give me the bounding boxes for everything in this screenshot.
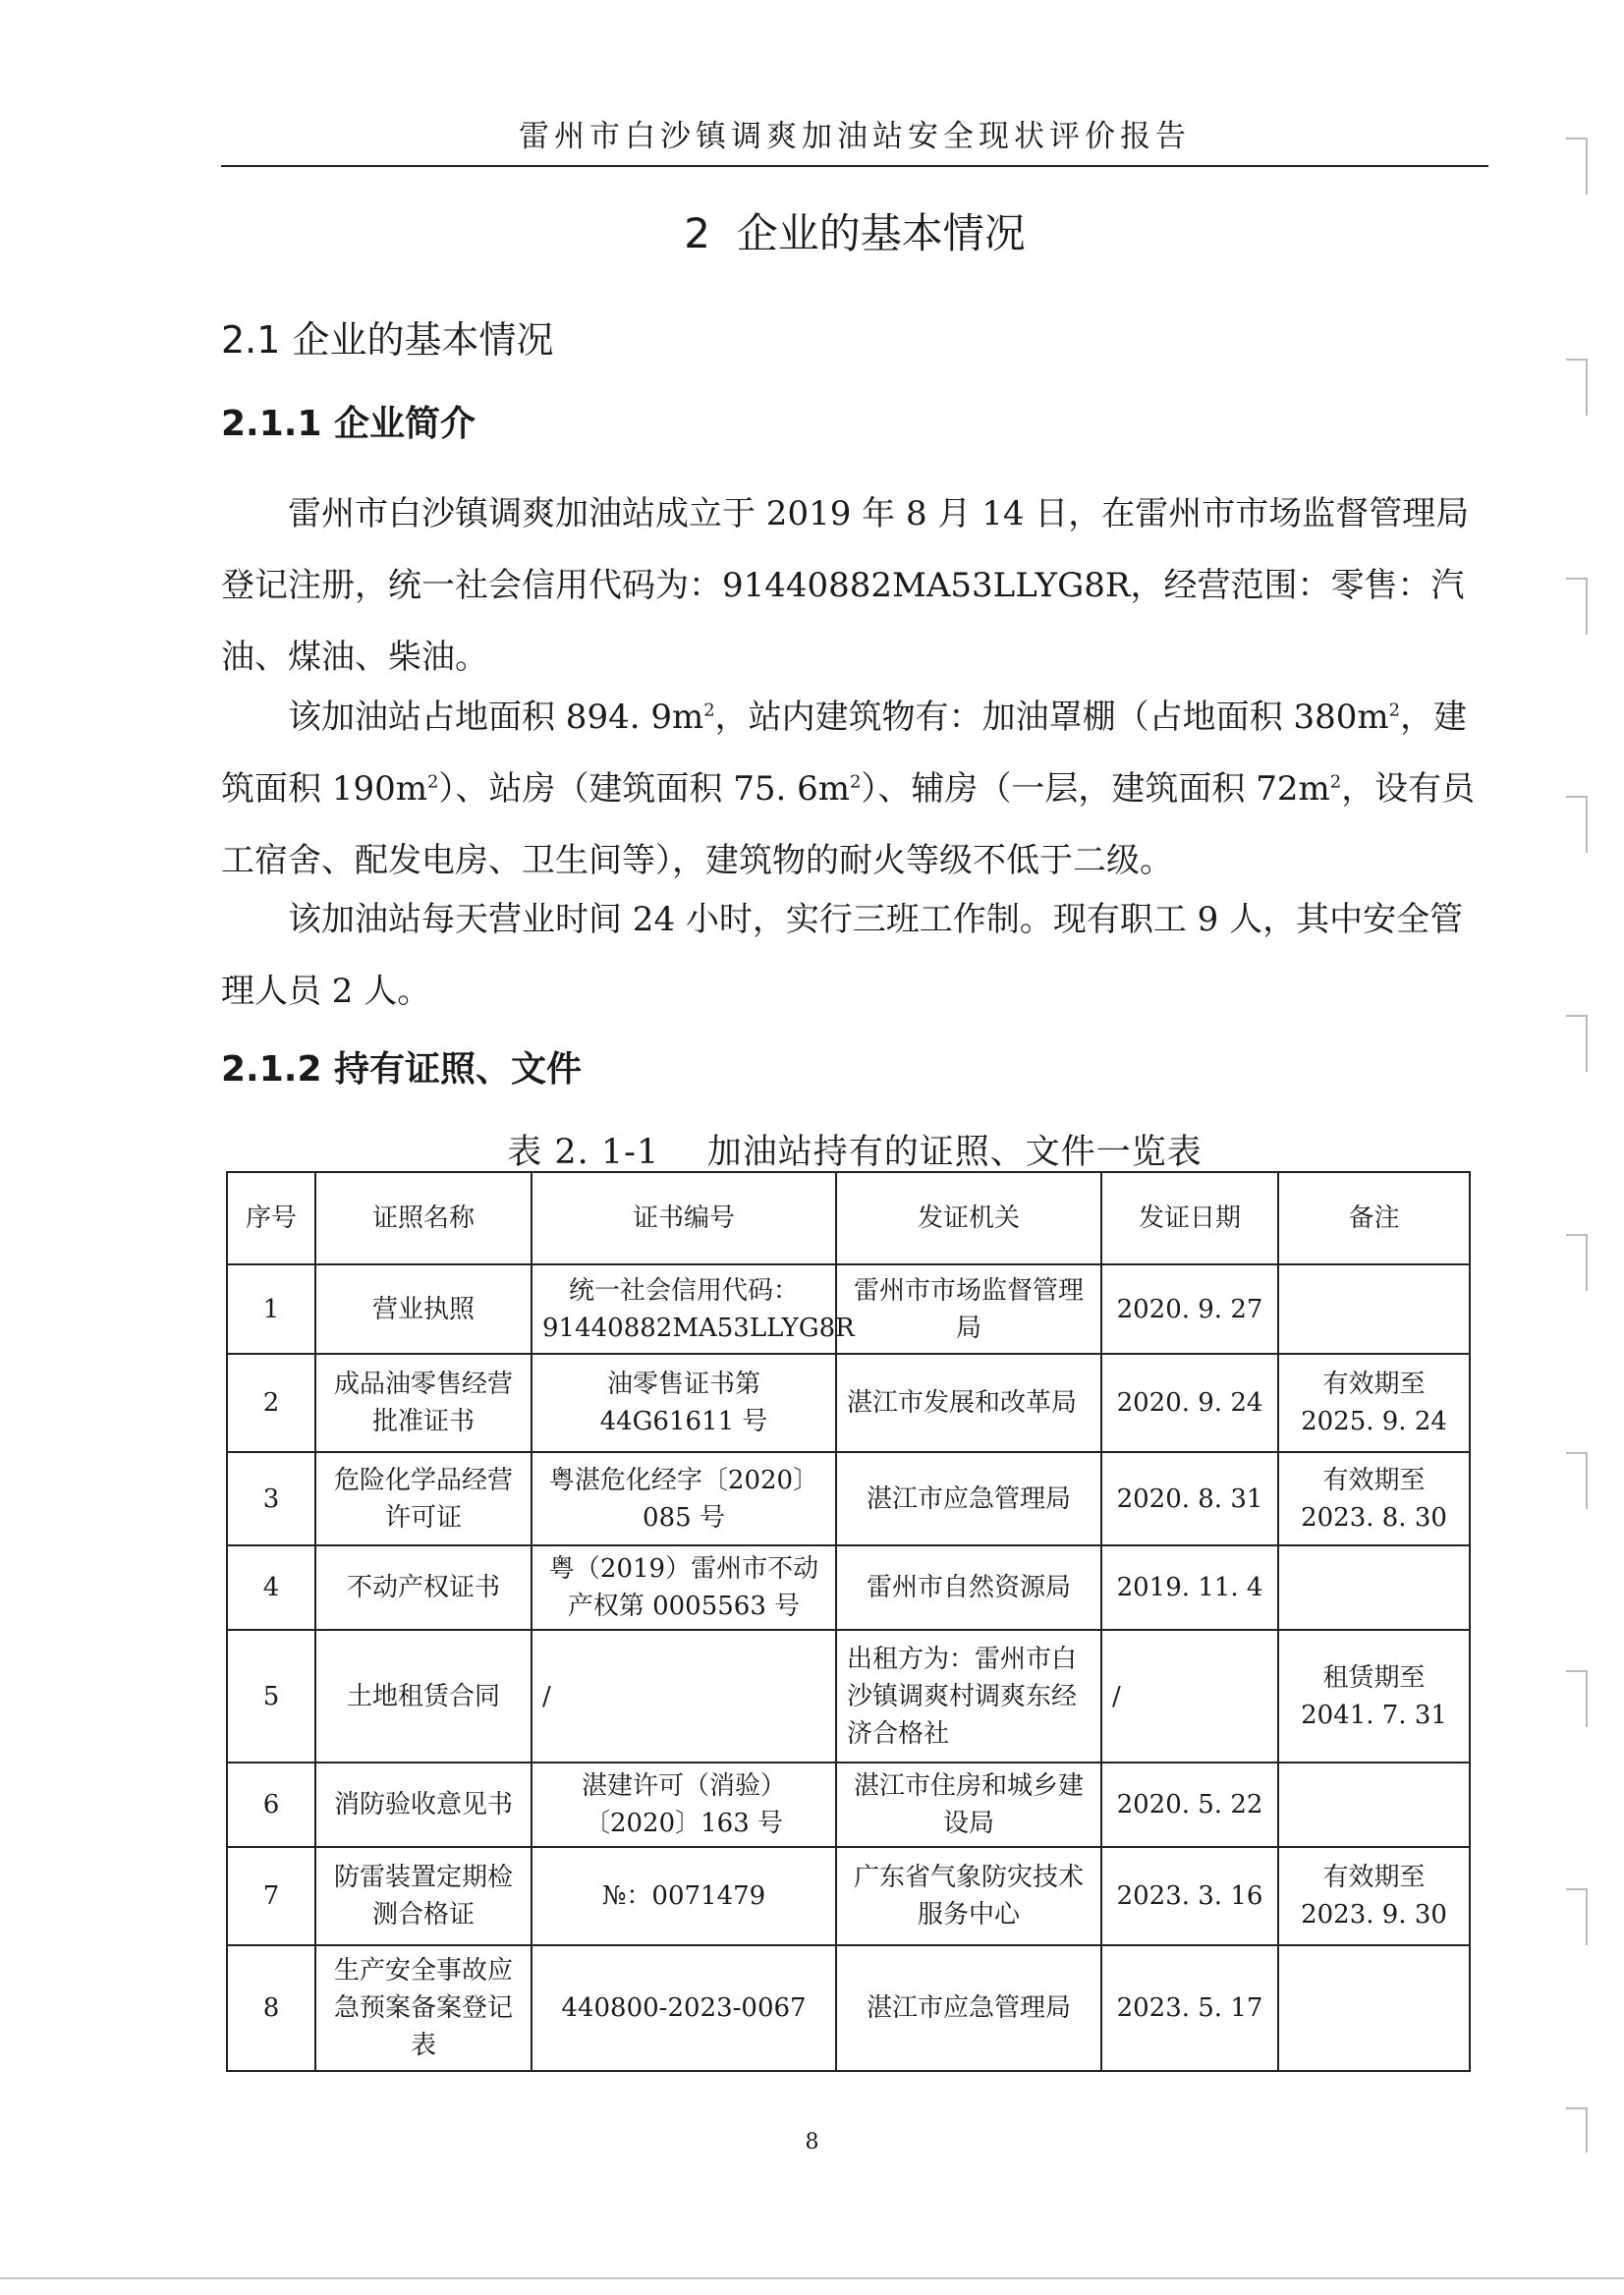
header-note: 备注 — [1278, 1172, 1470, 1264]
scan-edge-mark — [1566, 1888, 1588, 1945]
cell-name: 生产安全事故应急预案备案登记表 — [315, 1945, 532, 2071]
scan-edge-mark — [1566, 359, 1588, 416]
cell-note: 有效期至2023. 8. 30 — [1278, 1452, 1470, 1545]
cell-number: 粤（2019）雷州市不动产权第 0005563 号 — [532, 1545, 836, 1630]
cell-name: 危险化学品经营许可证 — [315, 1452, 532, 1545]
cell-note — [1278, 1264, 1470, 1354]
scan-edge-mark — [1566, 1015, 1588, 1072]
cell-date: 2019. 11. 4 — [1101, 1545, 1278, 1630]
table-row — [227, 1354, 1470, 1452]
cell-name: 消防验收意见书 — [315, 1763, 532, 1847]
scan-bottom-edge — [0, 2277, 1624, 2279]
cell-number: 440800-2023-0067 — [532, 1945, 836, 2071]
certificates-table — [226, 1171, 1471, 2072]
header-issuer: 发证机关 — [836, 1172, 1101, 1264]
cell-note: 有效期至2023. 9. 30 — [1278, 1847, 1470, 1945]
scan-edge-mark — [1566, 1670, 1588, 1727]
cell-number: / — [532, 1630, 836, 1763]
header-date: 发证日期 — [1101, 1172, 1278, 1264]
section-title: 2.1 企业的基本情况 — [221, 318, 554, 362]
cell-number: 统一社会信用代码：91440882MA53LLYG8R — [532, 1264, 836, 1354]
cell-seq: 1 — [227, 1264, 315, 1354]
page-number: 8 — [805, 2130, 819, 2155]
cell-note — [1278, 1545, 1470, 1630]
cell-issuer: 雷州市市场监督管理局 — [836, 1264, 1101, 1354]
scan-edge-mark — [1566, 2107, 1588, 2153]
cell-date: 2023. 5. 17 — [1101, 1945, 1278, 2071]
table-caption: 表 2. 1-1 加油站持有的证照、文件一览表 — [507, 1133, 1203, 1172]
cell-issuer: 湛江市住房和城乡建设局 — [836, 1763, 1101, 1847]
cell-seq: 8 — [227, 1945, 315, 2071]
cell-number: 粤湛危化经字〔2020〕085 号 — [532, 1452, 836, 1545]
cell-issuer: 湛江市应急管理局 — [836, 1945, 1101, 2071]
table-row — [227, 1630, 1470, 1763]
scan-edge-mark — [1566, 1452, 1588, 1509]
cell-seq: 3 — [227, 1452, 315, 1545]
table-row — [227, 1264, 1470, 1354]
table-row — [227, 1763, 1470, 1847]
cell-seq: 2 — [227, 1354, 315, 1452]
header-rule — [221, 165, 1488, 167]
cell-number: №：0071479 — [532, 1847, 836, 1945]
table-row — [227, 1452, 1470, 1545]
cell-note: 有效期至2025. 9. 24 — [1278, 1354, 1470, 1452]
table-row — [227, 1847, 1470, 1945]
cell-number: 湛建许可（消验）〔2020〕163 号 — [532, 1763, 836, 1847]
cell-name: 营业执照 — [315, 1264, 532, 1354]
paragraph-site-area: 该加油站占地面积 894. $9m^2$，站内建筑物有：加油罩棚（占地面积 $380m^2$，建筑面积 $190m^2$）、站房（建筑面积 75. $6m^2$）、辅房（一层，建筑面积 $72m^2$，设有员工宿舍、配发电房、卫生间等），建筑物的耐火等级不低于二级。 — [221, 698, 1476, 880]
scan-edge-mark — [1566, 1234, 1588, 1291]
scan-edge-mark — [1566, 578, 1588, 635]
running-header: 雷州市白沙镇调爽加油站安全现状评价报告 — [519, 119, 1191, 154]
cell-note — [1278, 1945, 1470, 2071]
cell-seq: 4 — [227, 1545, 315, 1630]
table-header-row — [227, 1172, 1470, 1264]
cell-issuer: 广东省气象防灾技术服务中心 — [836, 1847, 1101, 1945]
cell-date: 2023. 3. 16 — [1101, 1847, 1278, 1945]
header-number: 证书编号 — [532, 1172, 836, 1264]
header-name: 证照名称 — [315, 1172, 532, 1264]
chapter-title: 2 企业的基本情况 — [684, 209, 1026, 257]
cell-seq: 5 — [227, 1630, 315, 1763]
cell-name: 成品油零售经营批准证书 — [315, 1354, 532, 1452]
cell-note: 租赁期至2041. 7. 31 — [1278, 1630, 1470, 1763]
cell-date: 2020. 9. 27 — [1101, 1264, 1278, 1354]
cell-note — [1278, 1763, 1470, 1847]
scan-edge-mark — [1566, 796, 1588, 853]
subsection-title-intro: 2.1.1 企业简介 — [221, 404, 476, 444]
subsection-title-certificates: 2.1.2 持有证照、文件 — [221, 1049, 583, 1090]
cell-date: 2020. 5. 22 — [1101, 1763, 1278, 1847]
cell-name: 防雷装置定期检测合格证 — [315, 1847, 532, 1945]
table-row — [227, 1945, 1470, 2071]
cell-date: 2020. 9. 24 — [1101, 1354, 1278, 1452]
cell-seq: 6 — [227, 1763, 315, 1847]
cell-number: 油零售证书第44G61611 号 — [532, 1354, 836, 1452]
cell-issuer: 出租方为：雷州市白沙镇调爽村调爽东经济合格社 — [836, 1630, 1101, 1763]
table-row — [227, 1545, 1470, 1630]
cell-seq: 7 — [227, 1847, 315, 1945]
cell-name: 不动产权证书 — [315, 1545, 532, 1630]
cell-name: 土地租赁合同 — [315, 1630, 532, 1763]
scan-edge-mark — [1566, 138, 1588, 195]
cell-issuer: 湛江市应急管理局 — [836, 1452, 1101, 1545]
cell-date: 2020. 8. 31 — [1101, 1452, 1278, 1545]
header-seq: 序号 — [227, 1172, 315, 1264]
paragraph-company-intro: 雷州市白沙镇调爽加油站成立于 2019 年 8 月 14 日，在雷州市市场监督管理局登记注册，统一社会信用代码为：91440882MA53LLYG8R，经营范围：零售：汽油、煤油、柴油。 — [221, 494, 1470, 677]
paragraph-staffing: 该加油站每天营业时间 24 小时，实行三班工作制。现有职工 9 人，其中安全管理人员 2 人。 — [221, 900, 1464, 1011]
cell-date: / — [1101, 1630, 1278, 1763]
cell-issuer: 雷州市自然资源局 — [836, 1545, 1101, 1630]
cell-issuer: 湛江市发展和改革局 — [836, 1354, 1101, 1452]
